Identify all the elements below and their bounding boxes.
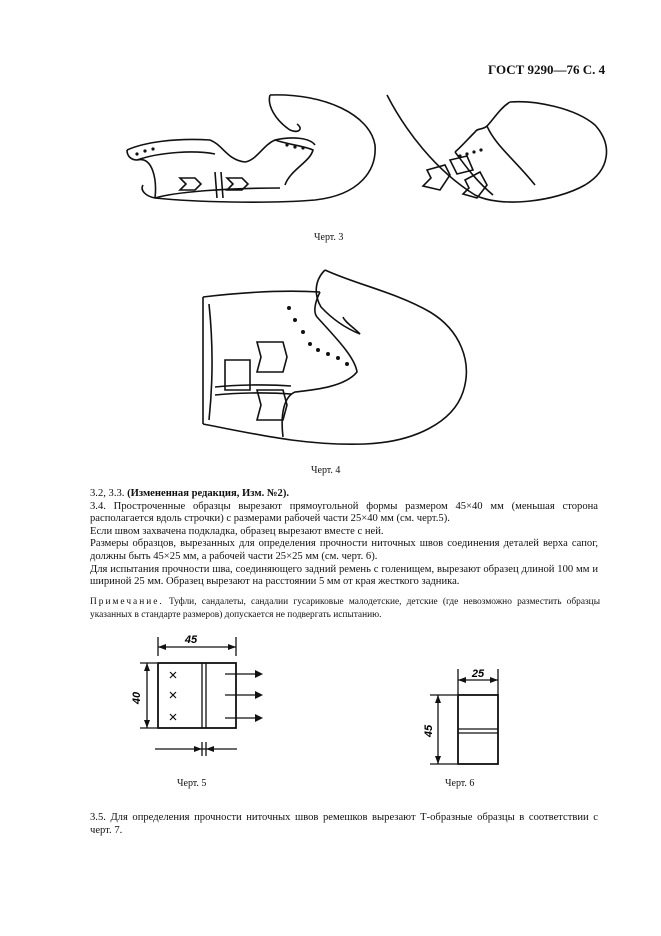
- note-label: Примечание.: [90, 597, 164, 607]
- body-text: [90, 488, 598, 589]
- figure-5-caption: Черт. 5: [177, 778, 207, 789]
- figure-5-drawing: [125, 632, 285, 762]
- page-header: ГОСТ 9290—76 С. 4: [488, 62, 606, 77]
- paragraph-boot-sizes: Размеры образцов, вырезанных для определения прочности ниточных швов соединения деталей верха сапог, должны быть 45×25 мм, а рабочей части 25×25 мм (см. черт. 6).: [90, 538, 598, 562]
- note-text: Туфли, сандалеты, сандалии гусариковые малодетские, детские (где невозможно разместить образцы указанных в стандарте размеров) допускается не подвергать испытанию.: [90, 597, 600, 620]
- figure-5-width-label: 45: [184, 634, 198, 646]
- paragraph-lining: Если швом захвачена подкладка, образец вырезают вместе с ней.: [90, 525, 384, 537]
- paragraph-3-2-lead: 3.2, 3.3.: [90, 488, 125, 499]
- paragraph-3-2-bold: (Измененная редакция, Изм. №2).: [127, 488, 290, 499]
- figure-5-height-label: 40: [131, 691, 143, 705]
- figure-6-caption: Черт. 6: [445, 778, 475, 789]
- figure-6-width-label: 25: [471, 668, 485, 680]
- figure-6-drawing: [420, 665, 510, 770]
- figure-6-height-label: 45: [423, 724, 435, 738]
- figure-4-caption: Черт. 4: [311, 465, 341, 476]
- figure-4-drawing: [195, 262, 475, 452]
- paragraph-back-strap: Для испытания прочности шва, соединяющего задний ремень с голенищем, вырезают образец длиной 100 мм и шириной 25 мм. Образец вырезают на расстоянии 5 мм от края жесткого задника.: [90, 563, 598, 588]
- figure-3-drawing: [115, 90, 615, 215]
- paragraph-3-5: 3.5. Для определения прочности ниточных швов ремешков вырезают Т-образные образцы в соответствии с черт. 7.: [90, 812, 598, 836]
- figure-3-caption: Черт. 3: [314, 232, 344, 243]
- paragraph-3-4: 3.4. Простроченные образцы вырезают прямоугольной формы размером 45×40 мм (меньшая сторона располагается вдоль строчки) с размерами рабочей части 25×40 мм (см. черт.5).: [90, 500, 598, 525]
- paragraph-3-2: [90, 488, 598, 501]
- note-block: [90, 596, 600, 621]
